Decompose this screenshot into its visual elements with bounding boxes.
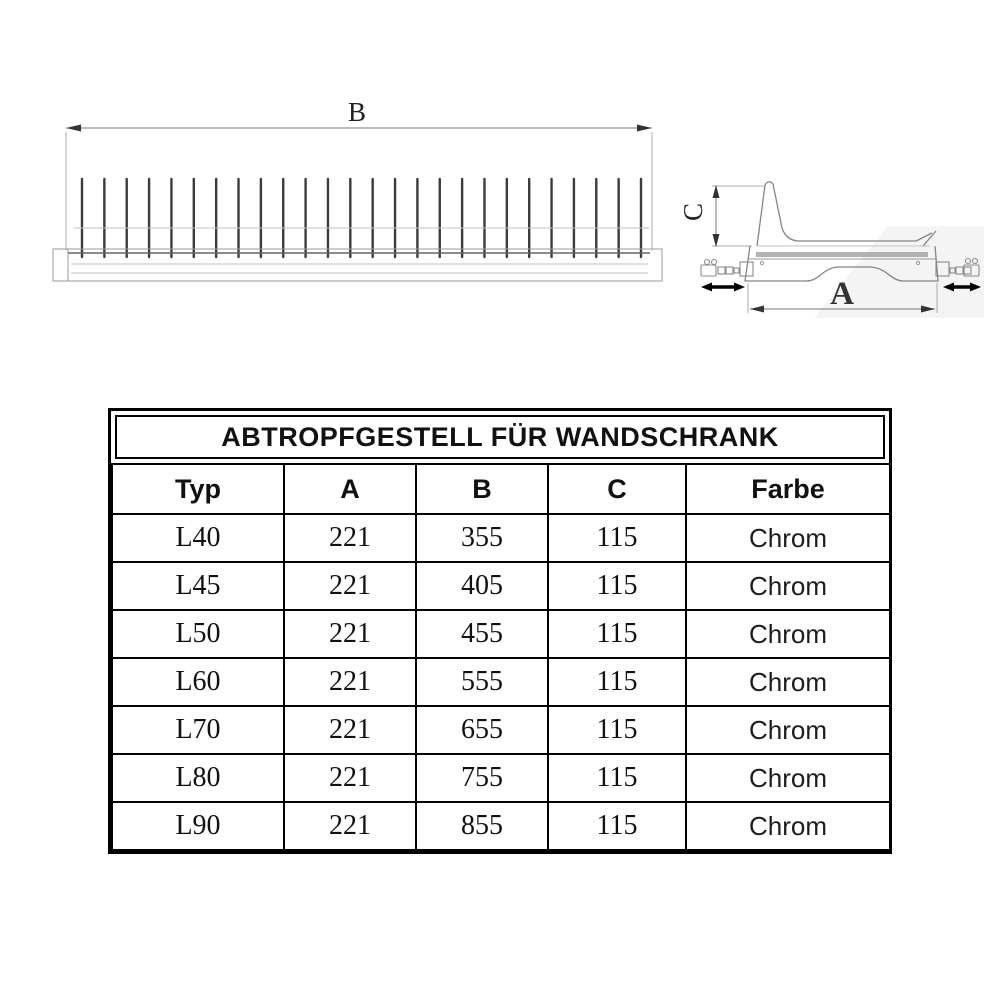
cell-typ: L50	[112, 610, 284, 658]
cell-b: 755	[416, 754, 548, 802]
slide-arrow-left	[701, 283, 745, 292]
cell-c: 115	[548, 610, 686, 658]
arrow-right-icon	[637, 125, 652, 132]
cell-b: 355	[416, 514, 548, 562]
cell-a: 221	[284, 706, 416, 754]
dimension-c-label: C	[678, 202, 708, 222]
table-row	[112, 754, 890, 802]
cell-a: 221	[284, 658, 416, 706]
cell-typ: L60	[112, 658, 284, 706]
table-row	[112, 562, 890, 610]
cell-b: 555	[416, 658, 548, 706]
cell-farbe: Chrom	[686, 514, 890, 562]
cell-b: 405	[416, 562, 548, 610]
rail-band	[756, 252, 928, 257]
cell-typ: L40	[112, 514, 284, 562]
cell-c: 115	[548, 754, 686, 802]
table-title: ABTROPFGESTELL FÜR WANDSCHRANK	[115, 415, 885, 459]
table-row	[112, 706, 890, 754]
arrow-left-icon	[66, 125, 81, 132]
cell-a: 221	[284, 754, 416, 802]
cell-b: 455	[416, 610, 548, 658]
cell-a: 221	[284, 802, 416, 850]
cell-typ: L90	[112, 802, 284, 850]
cell-a: 221	[284, 610, 416, 658]
cell-a: 221	[284, 514, 416, 562]
spec-table	[108, 408, 892, 854]
cell-typ: L70	[112, 706, 284, 754]
col-header-c: C	[548, 464, 686, 514]
arrow-down-icon	[713, 234, 720, 247]
col-header-b: B	[416, 464, 548, 514]
dimension-b	[66, 97, 652, 250]
cell-c: 115	[548, 514, 686, 562]
col-header-farbe: Farbe	[686, 464, 890, 514]
table-row	[112, 658, 890, 706]
arrow-left-icon	[750, 306, 764, 313]
mount-bracket-left	[701, 260, 753, 277]
cell-farbe: Chrom	[686, 562, 890, 610]
cell-c: 115	[548, 658, 686, 706]
col-header-a: A	[284, 464, 416, 514]
technical-drawing	[0, 0, 1000, 380]
cell-b: 655	[416, 706, 548, 754]
front-view	[53, 97, 662, 281]
cell-c: 115	[548, 562, 686, 610]
table-row	[112, 514, 890, 562]
cell-b: 855	[416, 802, 548, 850]
cell-farbe: Chrom	[686, 802, 890, 850]
col-header-typ: Typ	[112, 464, 284, 514]
base-tray	[53, 249, 662, 281]
cell-c: 115	[548, 802, 686, 850]
cell-farbe: Chrom	[686, 706, 890, 754]
table-row	[112, 802, 890, 850]
dimension-a-label: A	[830, 276, 854, 312]
cell-farbe: Chrom	[686, 658, 890, 706]
header-row	[112, 464, 890, 514]
cell-a: 221	[284, 562, 416, 610]
cell-typ: L80	[112, 754, 284, 802]
arrow-up-icon	[713, 185, 720, 198]
spec-grid	[111, 463, 891, 851]
rack-pins	[82, 179, 641, 257]
cell-farbe: Chrom	[686, 754, 890, 802]
cell-c: 115	[548, 706, 686, 754]
cell-typ: L45	[112, 562, 284, 610]
dimension-b-label: B	[347, 97, 367, 127]
table-row	[112, 610, 890, 658]
cell-farbe: Chrom	[686, 610, 890, 658]
dimension-c	[678, 185, 764, 247]
